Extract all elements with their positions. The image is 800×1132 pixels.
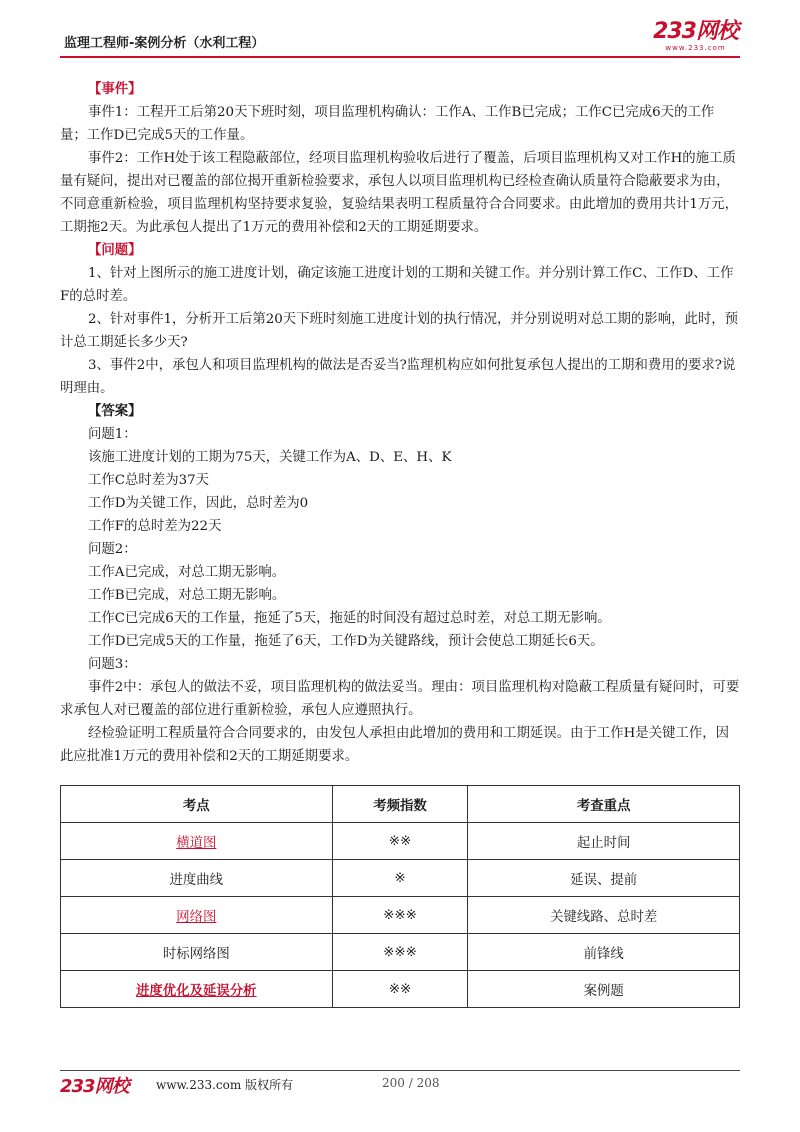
answer-2-line: 工作B已完成，对总工期无影响。 bbox=[88, 588, 286, 603]
answer-2-line: 工作D已完成5天的工作量，拖延了6天，工作D为关键路线，预计会使总工期延长6天。 bbox=[88, 634, 604, 649]
answer-2-line: 工作A已完成，对总工期无影响。 bbox=[88, 565, 286, 580]
answer-3-paragraph-2: 经检验证明工程质量符合合同要求的，由发包人承担由此增加的费用和工期延误。由于工作H是关键工作，因此应批准1万元的费用补偿和2天的工期延期要求。 bbox=[60, 726, 730, 764]
event-2-paragraph: 事件2：工作H处于该工程隐蔽部位，经项目监理机构验收后进行了覆盖，后项目监理机构又对工作H的施工质量有疑问，提出对已覆盖的部位揭开重新检验要求，承包人以项目监理机构已经检查确认质量符合隐蔽要求为由，不同意重新检验，项目监理机构坚持要求复验，复验结果表明工程质量符合合同要求。由此增加的费用共计1万元，工期拖2天。为此承包人提出了1万元的费用补偿和2天的工期延期要求。 bbox=[60, 151, 739, 235]
document-body bbox=[60, 78, 740, 768]
frequency-cell: ※※ bbox=[332, 971, 468, 1008]
table-row bbox=[61, 897, 740, 934]
topic-cell: 时标网络图 bbox=[61, 934, 333, 971]
question-1: 1、针对上图所示的施工进度计划，确定该施工进度计划的工期和关键工作。并分别计算工作C、工作D、工作F的总时差。 bbox=[60, 266, 734, 304]
answer-2-line: 工作C已完成6天的工作量，拖延了5天，拖延的时间没有超过总时差，对总工期无影响。 bbox=[88, 611, 611, 626]
brand-logo-text: 233网校 bbox=[653, 19, 738, 44]
page-header bbox=[60, 20, 740, 60]
focus-cell: 关键线路、总时差 bbox=[468, 897, 740, 934]
event-1-paragraph: 事件1：工程开工后第20天下班时刻，项目监理机构确认：工作A、工作B已完成；工作C已完成6天的工作量；工作D已完成5天的工作量。 bbox=[60, 105, 715, 143]
answer-1-line: 工作F的总时差为22天 bbox=[88, 519, 222, 534]
footer-copyright: www.233.com 版权所有 bbox=[156, 1078, 294, 1092]
question-3: 3、事件2中，承包人和项目监理机构的做法是否妥当?监理机构应如何批复承包人提出的工期和费用的要求?说明理由。 bbox=[60, 358, 736, 396]
footer-divider bbox=[60, 1070, 740, 1071]
footer-logo[interactable]: 233网校 bbox=[60, 1076, 129, 1097]
header-divider bbox=[60, 56, 740, 58]
answer-3-paragraph-1: 事件2中：承包人的做法不妥，项目监理机构的做法妥当。理由：项目监理机构对隐蔽工程质量有疑问时，可要求承包人对已覆盖的部位进行重新检验，承包人应遵照执行。 bbox=[60, 680, 740, 718]
brand-logo-url: www.233.com bbox=[665, 44, 726, 52]
document-title: 监理工程师-案例分析（水利工程） bbox=[64, 36, 265, 51]
frequency-cell: ※※ bbox=[332, 823, 468, 860]
answer-1-title: 问题1： bbox=[88, 427, 137, 442]
table-row bbox=[61, 934, 740, 971]
answer-1-line: 工作D为关键工作，因此，总时差为0 bbox=[88, 496, 309, 511]
topic-link-network[interactable]: 网络图 bbox=[176, 909, 217, 925]
frequency-cell: ※※※ bbox=[332, 897, 468, 934]
exam-points-table bbox=[60, 785, 740, 1008]
focus-cell: 起止时间 bbox=[468, 823, 740, 860]
column-header-focus: 考查重点 bbox=[468, 786, 740, 823]
answer-1-line: 该施工进度计划的工期为75天，关键工作为A、D、E、H、K bbox=[88, 450, 452, 465]
topic-cell: 进度曲线 bbox=[61, 860, 333, 897]
column-header-topic: 考点 bbox=[61, 786, 333, 823]
page-footer bbox=[60, 1070, 740, 1100]
focus-cell: 案例题 bbox=[468, 971, 740, 1008]
brand-logo[interactable] bbox=[653, 20, 738, 52]
topic-link-gantt[interactable]: 横道图 bbox=[176, 835, 217, 851]
answer-3-title: 问题3： bbox=[88, 657, 137, 672]
topic-link-optimization[interactable]: 进度优化及延误分析 bbox=[136, 982, 257, 999]
answer-2-title: 问题2： bbox=[88, 542, 137, 557]
frequency-cell: ※ bbox=[332, 860, 468, 897]
table-header-row bbox=[61, 786, 740, 823]
frequency-cell: ※※※ bbox=[332, 934, 468, 971]
table-row bbox=[61, 860, 740, 897]
page-number: 200 / 208 bbox=[382, 1076, 440, 1090]
answer-1-line: 工作C总时差为37天 bbox=[88, 473, 210, 488]
column-header-frequency: 考频指数 bbox=[332, 786, 468, 823]
answer-heading: 【答案】 bbox=[88, 403, 142, 419]
focus-cell: 前锋线 bbox=[468, 934, 740, 971]
focus-cell: 延误、提前 bbox=[468, 860, 740, 897]
question-heading: 【问题】 bbox=[88, 242, 142, 258]
event-heading: 【事件】 bbox=[88, 81, 142, 97]
question-2: 2、针对事件1，分析开工后第20天下班时刻施工进度计划的执行情况，并分别说明对总工期的影响，此时，预计总工期延长多少天? bbox=[60, 312, 739, 350]
table-row bbox=[61, 971, 740, 1008]
table-row bbox=[61, 823, 740, 860]
